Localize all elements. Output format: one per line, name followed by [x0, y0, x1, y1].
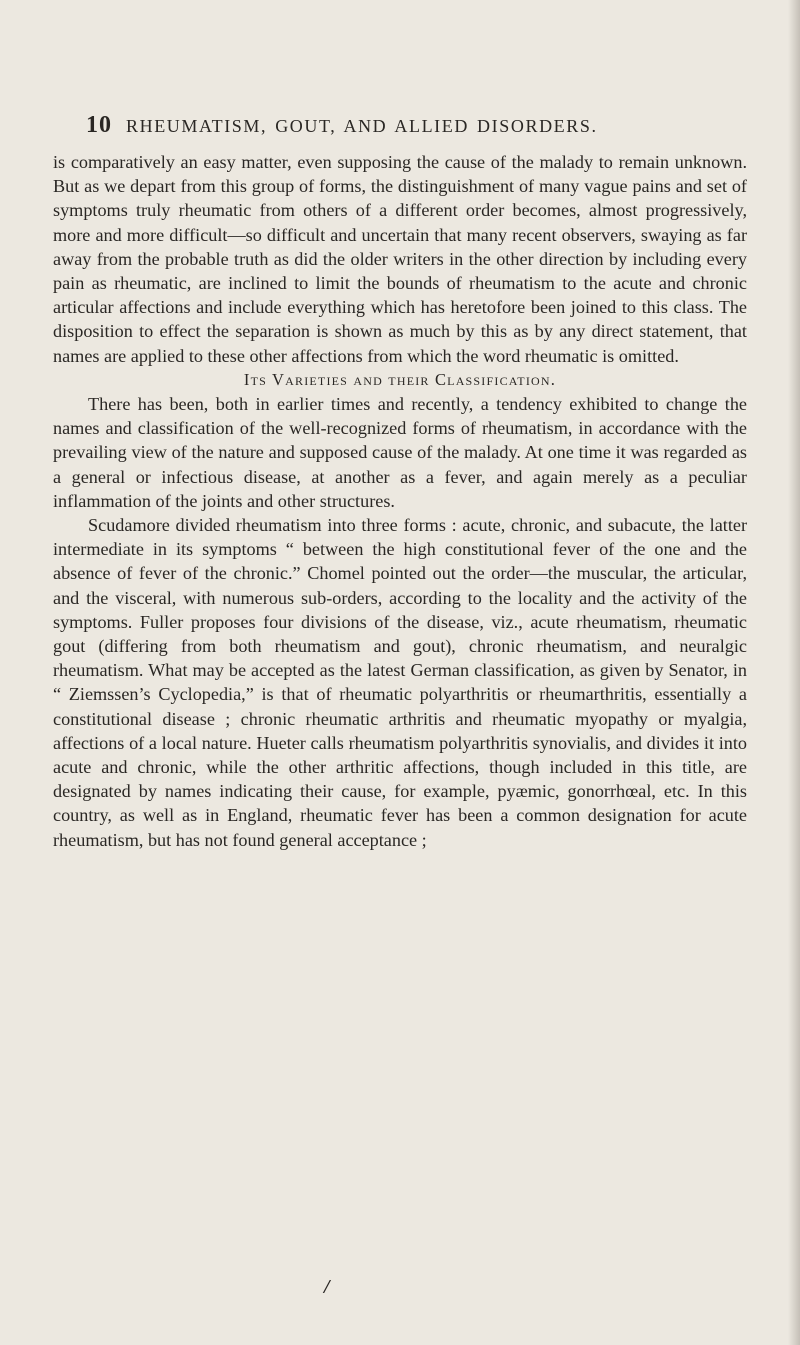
paragraph-tendency: There has been, both in earlier times and recently, a tendency exhibited to change the names and classification of the well-recognized forms of rheumatism, in accordance with the prevailing view of the nature and supposed cause of the malady. At one time it was regarded as a general or infectious disease, at another as a fever, and again merely as a peculiar inflammation of the joints and other structures. — [53, 394, 747, 511]
page-number: 10 — [86, 112, 112, 138]
body-text — [53, 150, 747, 852]
stray-mark: / — [324, 1276, 330, 1298]
paragraph-classifications: Scudamore divided rheumatism into three forms : acute, chronic, and subacute, the latter intermediate in its symptoms “ between the high constitutional fever of the one and the absence of fever of the chronic.” Chomel pointed out the order—the muscular, the articular, and the visceral, with numerous sub-orders, according to the locality and the activity of the symptoms. Fuller proposes four divisions of the disease, viz., acute rheumatism, rheumatic gout (differing from both rheumatism and gout), chronic rheumatism, and neuralgic rheumatism. What may be accepted as the latest German classification, as given by Senator, in “ Ziemssen’s Cyclopedia,” is that of rheumatic polyarthritis or rheumarthritis, essentially a constitutional disease ; chronic rheumatic arthritis and rheumatic myopathy or myalgia, affections of a local nature. Hueter calls rheumatism polyarthritis synovialis, and divides it into acute and chronic, while the other arthritic affections, though included in this title, are designated by names indicating their cause, for example, pyæmic, gonorrhœal, etc. In this country, as well as in England, rheumatic fever has been a common designation for acute rheumatism, but has not found general acceptance ; — [53, 515, 747, 850]
page-edge-shadow — [788, 0, 800, 1345]
running-head — [86, 112, 746, 144]
section-heading: Its Varieties and their Classification. — [243, 369, 557, 389]
intro-paragraph: is comparatively an easy matter, even supposing the cause of the malady to remain unknown. But as we depart from this group of forms, the distinguishment of many vague pains and set of symptoms truly rheumatic from others of a different order becomes, almost progressively, more and more difficult—so difficult and uncertain that many recent observers, swaying as far away from the probable truth as did the older writers in the other direction by including every pain as rheumatic, are inclined to limit the bounds of rheumatism to the acute and chronic articular affections and include everything which has heretofore been joined to this class. The disposition to effect the separation is shown as much by this as by any direct statement, that names are applied to these other affections from which the word rheumatic is omitted. — [53, 152, 747, 366]
running-title: RHEUMATISM, GOUT, AND ALLIED DISORDERS. — [126, 116, 598, 136]
